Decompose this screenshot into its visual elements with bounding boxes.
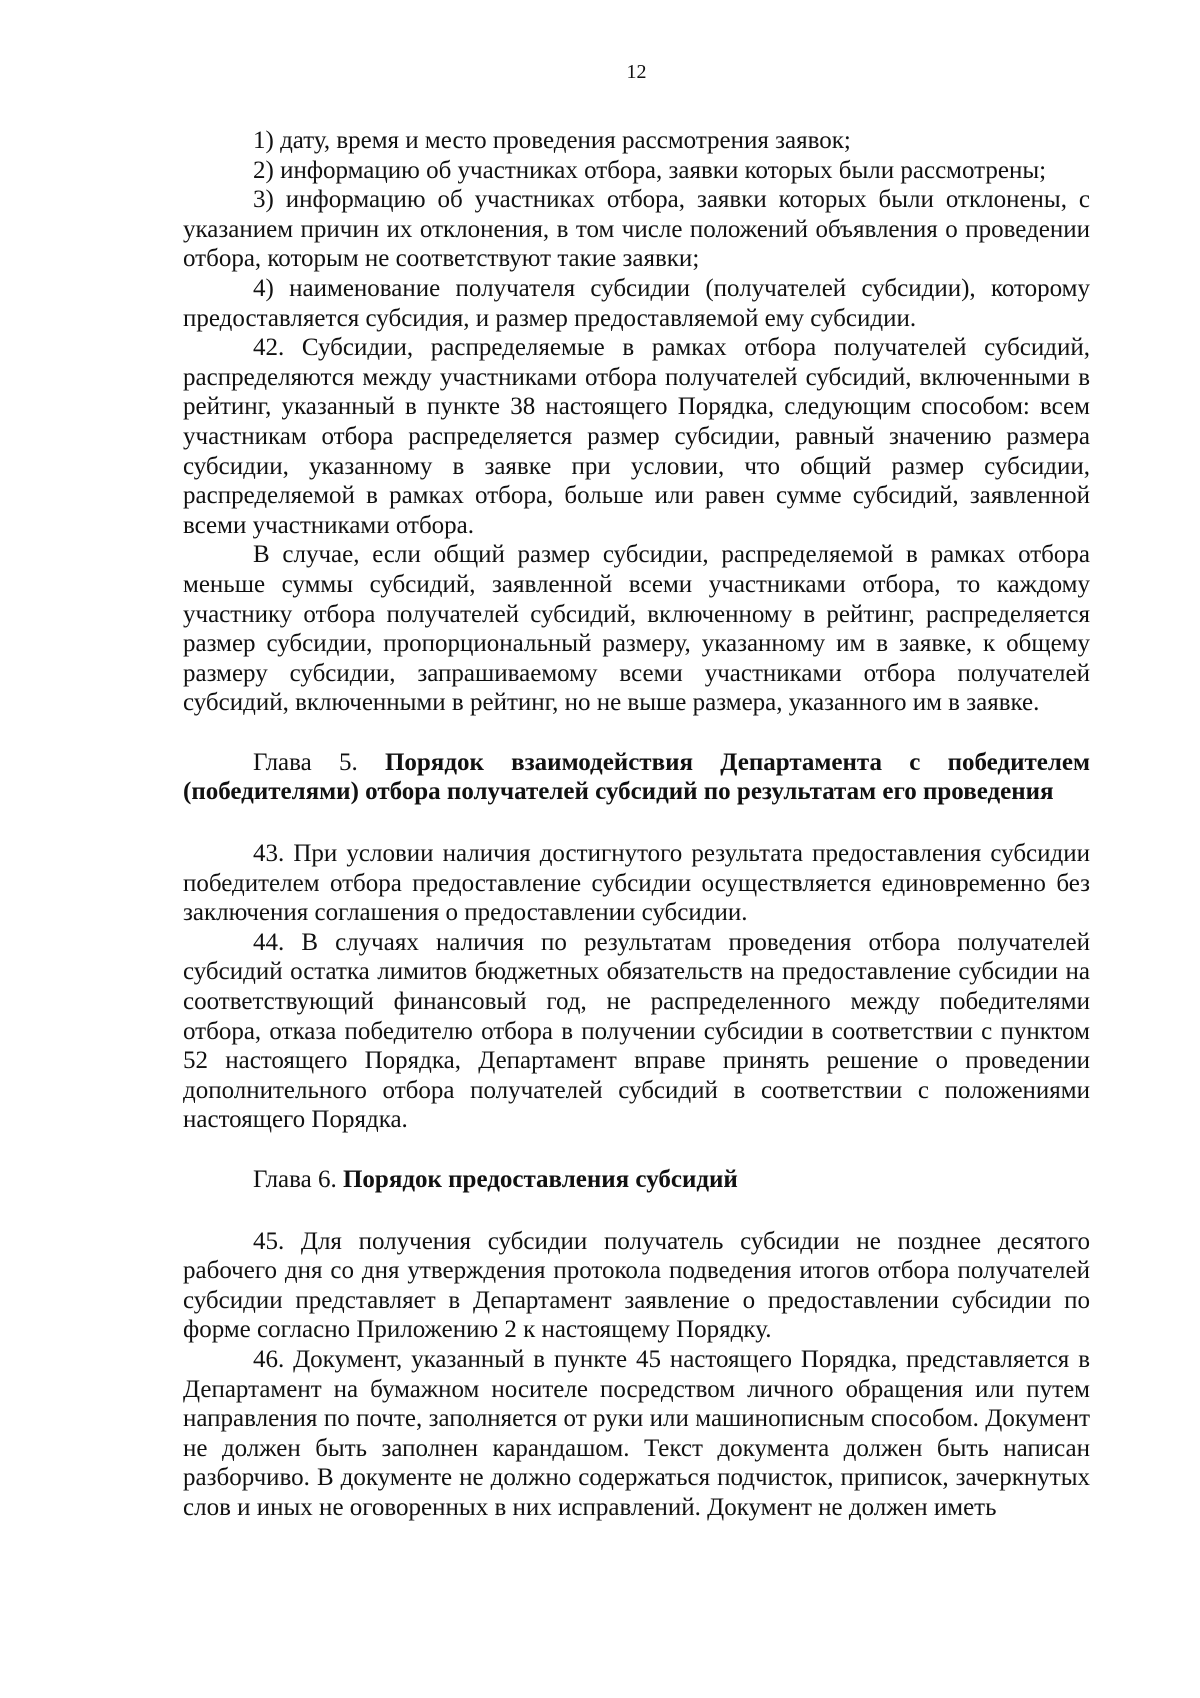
list-item: 2) информацию об участниках отбора, заявки которых были рассмотрены;	[253, 156, 1047, 184]
list-item: 4) наименование получателя субсидии (получателей субсидии), которому предоставляется субсидия, и размер предоставляемой ему субсидии.	[183, 274, 1090, 332]
chapter-5-heading	[183, 748, 1090, 807]
chapter-5-title: Порядок взаимодействия Департамента с победителем (победителями) отбора получателей субсидий по результатам его проведения	[183, 748, 1091, 806]
chapter-6-prefix: Глава 6.	[253, 1166, 337, 1193]
chapter-6-heading	[183, 1165, 1090, 1195]
list-item: 1) дату, время и место проведения рассмотрения заявок;	[253, 127, 851, 154]
list-item: 3) информацию об участниках отбора, заявки которых были отклонены, с указанием причин их отклонения, в том числе положений объявления о проведении отбора, которым не соответствуют такие заявки;	[183, 186, 1090, 273]
chapter-5-prefix: Глава 5.	[253, 748, 358, 776]
paragraph-45: 45. Для получения субсидии получатель субсидии не позднее десятого рабочего дня со дня утверждения протокола подведения итогов отбора получателей субсидии представляет в Департамент заявление о предоставлении субсидии по форме согласно Приложению 2 к настоящему Порядку.	[183, 1227, 1090, 1344]
paragraph-44: 44. В случаях наличия по результатам проведения отбора получателей субсидий остатка лимитов бюджетных обязательств на предоставление субсидии на соответствующий финансовый год, не распределенного между победителями отбора, отказа победителю отбора в получении субсидии в соответствии с пунктом 52 настоящего Порядка, Департамент вправе принять решение о проведении дополнительного отбора получателей субсидий в соответствии с положениями настоящего Порядка.	[183, 928, 1090, 1134]
paragraph-46: 46. Документ, указанный в пункте 45 настоящего Порядка, представляется в Департамент на бумажном носителе посредством личного обращения или путем направления по почте, заполняется от руки или машинописным способом. Документ не должен быть заполнен карандашом. Текст документа должен быть написан разборчиво. В документе не должно содержаться подчисток, приписок, зачеркнутых слов и иных не оговоренных в них исправлений. Документ не должен иметь	[183, 1345, 1090, 1521]
paragraph-43: 43. При условии наличия достигнутого результата предоставления субсидии победителем отбора предоставление субсидии осуществляется единовременно без заключения соглашения о предоставлении субсидии.	[183, 840, 1090, 927]
chapter-6-title: Порядок предоставления субсидий	[342, 1166, 738, 1193]
paragraph-42-continuation: В случае, если общий размер субсидии, распределяемой в рамках отбора меньше суммы субсидий, заявленной всеми участниками отбора, то каждому участнику отбора получателей субсидий, включенному в рейтинг, распределяется размер субсидии, пропорциональный размеру, указанному им в заявке, к общему размеру субсидии, запрашиваемому всеми участниками отбора получателей субсидий, включенными в рейтинг, но не выше размера, указанного им в заявке.	[183, 541, 1090, 717]
paragraph-42: 42. Субсидии, распределяемые в рамках отбора получателей субсидий, распределяются между участниками отбора получателей субсидий, включенными в рейтинг, указанный в пункте 38 настоящего Порядка, следующим способом: всем участникам отбора распределяется размер субсидии, равный значению размера субсидии, указанному в заявке при условии, что общий размер субсидии, распределяемой в рамках отбора, больше или равен сумме субсидий, заявленной всеми участниками отбора.	[183, 334, 1090, 539]
page-number: 12	[626, 61, 647, 83]
